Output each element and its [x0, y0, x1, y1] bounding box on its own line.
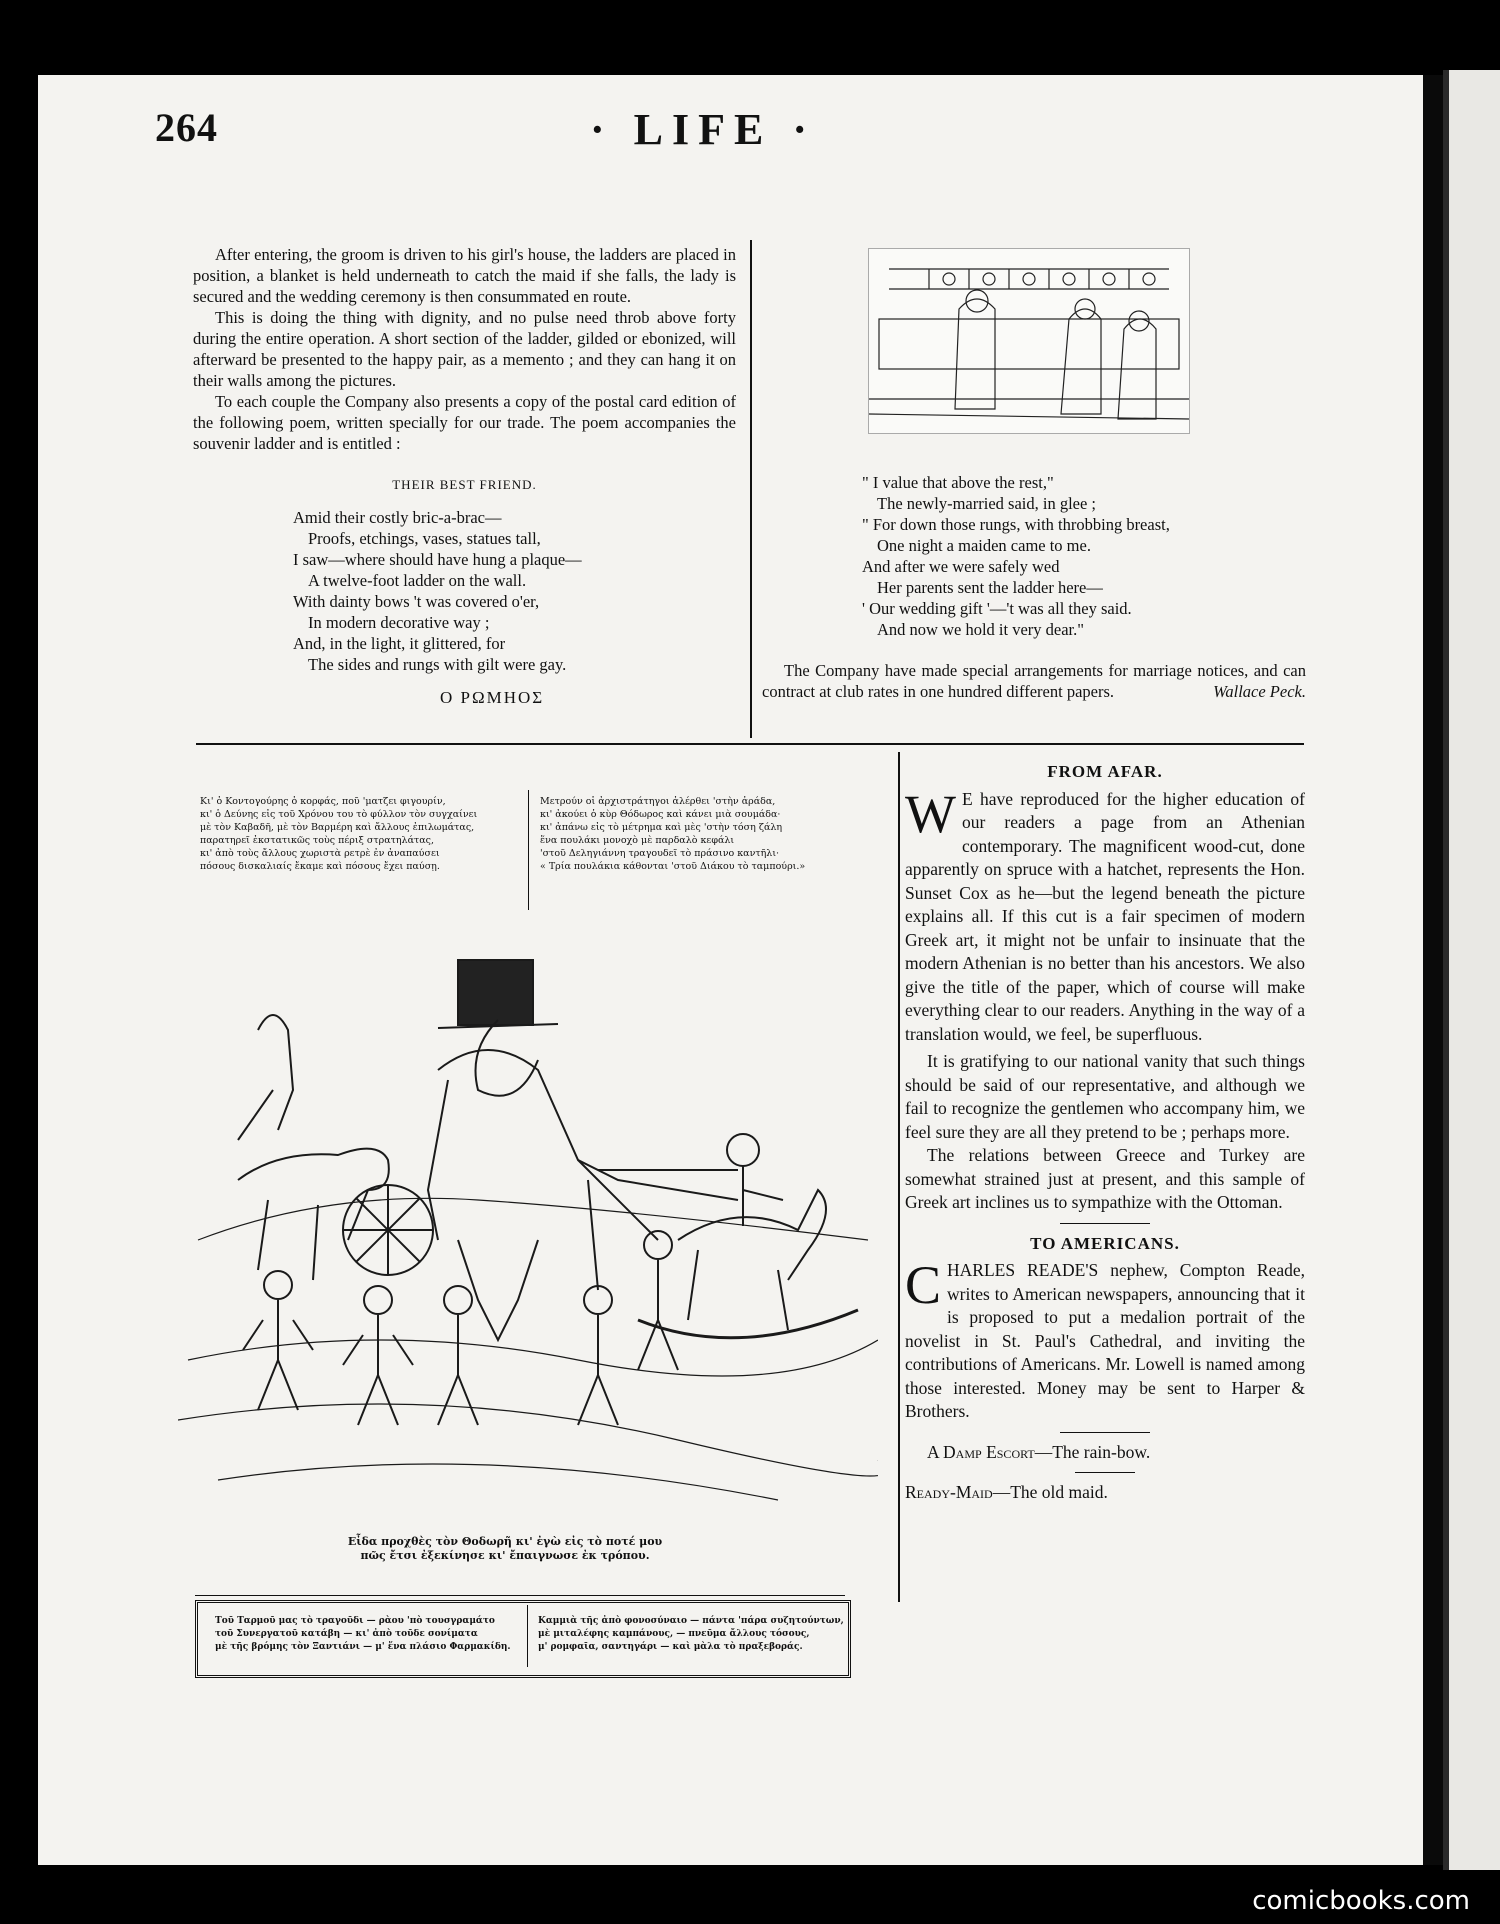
from-afar-text: E have reproduced for the higher education of our readers a page from an Athenian contemporary. The magnificent wood-cut, done apparently on spruce with a hatchet, represents the Hon. Sunset Cox as he—but the legend beneath the picture explains all. If this cut is a fair specimen of modern Greek art, it might not be unfair to insinuate that the modern Athenian is no better than his ancestors. We also give the title of the paper, which of course will make everything clear to our readers. Anything in the way of a translation would, we feel, be superfluous.: [905, 788, 1305, 1044]
poem-line: With dainty bows 't was covered o'er,: [293, 592, 540, 611]
drop-cap: W: [905, 783, 956, 844]
author-signature: Wallace Peck.: [1213, 682, 1306, 701]
right-poem: [862, 472, 1282, 640]
article-paragraph: After entering, the groom is driven to his girl's house, the ladders are placed in position, a blanket is held underneath to catch the maid if she falls, the lady is secured and the wedding ceremony is then consummated en route.: [193, 245, 736, 306]
poem-line: The sides and rungs with gilt were gay.: [308, 655, 567, 674]
quip: [905, 1481, 1305, 1505]
article-paragraph: This is doing the thing with dignity, and no pulse need throb above forty during the entire operation. A short section of the ladder, gilded or ebonized, will afterward be presented to the happy pair, as a memento ; and they can hang it on their walls among the pictures.: [193, 308, 736, 390]
page-number: 264: [155, 105, 218, 150]
poem-line: And after we were safely wed: [862, 557, 1060, 576]
poem-line: And, in the light, it glittered, for: [293, 634, 506, 653]
greek-line: κι' ἀπάνω εἰς τὸ μέτρημα καὶ μὲς 'στὴν τόση ζάλη: [540, 822, 783, 833]
short-rule: [1060, 1432, 1150, 1433]
footer-line: μ' ρομφαῖα, σαντηγάρι — καὶ μὰλα τὸ πραξεβοράς.: [538, 1642, 803, 1652]
page-edge-shadow: [1443, 70, 1449, 1870]
caption-line: πῶς ἔτσι ἐξεκίνησε κι' ἔπαιγνωσε ἐκ τρόπου.: [360, 1549, 650, 1562]
from-afar-paragraph: [905, 783, 1305, 1047]
poem-line: One night a maiden came to me.: [877, 536, 1091, 555]
greek-line: ἕνα πουλάκι μονοχὸ μὲ παρδαλὸ κεφάλι: [540, 835, 735, 846]
quip-answer: —The rain-bow.: [1034, 1441, 1151, 1462]
to-americans-text: HARLES READE'S nephew, Compton Reade, writes to American newspapers, announcing that it is proposed to put a medalion portrait of the novelist in St. Paul's Cathedral, and inviting the contributions of Americans. Mr. Lowell is named among those interested. Money may be sent to Harper & Brothers.: [905, 1260, 1305, 1421]
poem-line: ' Our wedding gift '—'t was all they said.: [862, 599, 1132, 618]
shop-engraving: [869, 249, 1189, 433]
binding-gutter: [1423, 75, 1443, 1865]
from-afar-paragraph: It is gratifying to our national vanity that such things should be said of our representative, and although we fail to recognize the gentlemen who accompany him, we feel sure they are all they pretend to be ; perhaps more.: [905, 1051, 1305, 1142]
quip-term: A Damp Escort: [927, 1441, 1035, 1462]
section-heading-from-afar: FROM AFAR.: [1047, 762, 1163, 781]
footer-divider: [527, 1605, 528, 1667]
short-rule: [1075, 1472, 1135, 1473]
adjacent-page: [1443, 70, 1500, 1870]
site-watermark: comicbooks.com: [1252, 1886, 1470, 1916]
caption-line: Εἶδα προχθὲς τὸν Θοδωρῆ κι' ἐγὼ εἰς τὸ ποτέ μου: [347, 1535, 663, 1548]
poem-line: And now we hold it very dear.": [877, 620, 1084, 639]
greek-column-divider: [528, 790, 529, 910]
article-paragraph: To each couple the Company also presents a copy of the postal card edition of the following poem, written specially for our trade. The poem accompanies the souvenir ladder and is entitled :: [193, 392, 736, 453]
footer-verse-left: [215, 1615, 511, 1654]
shop-illustration: [868, 248, 1190, 434]
poem-line: Her parents sent the ladder here—: [877, 578, 1103, 597]
column-rule: [750, 240, 752, 738]
section-heading-to-americans: TO AMERICANS.: [1030, 1233, 1180, 1253]
greek-line: κι' ὁ Δεύνης εἰς τοῦ Χρόνου του τὸ φύλλον τὸν συγχαίνει: [200, 809, 478, 820]
greek-line: πόσους δισκαλιαίς ἔκαμε καὶ πόσους ἔχει παύσῃ.: [200, 861, 440, 872]
footer-line: Τοῦ Ταρμοῦ μας τὸ τραγοῦδι — ρὰου 'πὸ τουσγραμάτο: [215, 1616, 495, 1626]
column-rule: [898, 752, 900, 1602]
greek-line: 'στοῦ Δεληγιάννη τραγουδεῖ τὸ πράσινο καντῆλι·: [540, 848, 780, 859]
greek-verse-right: [540, 795, 805, 873]
greek-line: κι' ἀπὸ τοὺς ἄλλους χωριστὰ ρετρὲ ἐν ἀναπαύσει: [200, 848, 440, 859]
woodcut-procession: [178, 940, 878, 1530]
greek-line: κι' ἀκούει ὁ κὺρ Θόδωρος καὶ κάνει μιὰ σουμάδα·: [540, 809, 781, 820]
poem-line: " For down those rungs, with throbbing breast,: [862, 515, 1170, 534]
poem-title: THEIR BEST FRIEND.: [392, 477, 537, 492]
right-article-closing: [762, 660, 1306, 702]
from-afar-paragraph: The relations between Greece and Turkey are somewhat strained just at present, and this sample of Greek art inclines us to sympathize with the Ottoman.: [905, 1145, 1305, 1212]
footer-top-rule: [195, 1595, 845, 1596]
left-article: [193, 244, 736, 675]
greek-woodcut-illustration: [178, 940, 878, 1530]
greek-line: « Τρία πουλάκια κάθονται 'στοῦ Διάκου τὸ ταμπούρι.»: [540, 861, 806, 872]
to-americans-paragraph: [905, 1255, 1305, 1424]
greek-line: Κι' ὁ Κοντογούρης ὁ κορφάς, ποῦ 'ματζει φιγουρίν,: [200, 796, 446, 807]
drop-cap: C: [905, 1255, 942, 1315]
footer-line: Καμμιὰ τῆς ἀπὸ φονοσύναιο — πάντα 'πάρα συζητούντων,: [538, 1616, 844, 1626]
poem-line: The newly-married said, in glee ;: [877, 494, 1097, 513]
poem-line: In modern decorative way ;: [308, 613, 490, 632]
poem-stanza-left: [193, 507, 736, 675]
poem-line: A twelve-foot ladder on the wall.: [308, 571, 527, 590]
closing-paragraph: The Company have made special arrangements for marriage notices, and can contract at club rates in one hundred different papers.: [762, 661, 1306, 701]
short-rule: [1060, 1223, 1150, 1224]
greek-line: παρατηρεῖ ἐκστατικῶς τοὺς πέριξ στρατηλάτας,: [200, 835, 435, 846]
section-rule: [196, 743, 1304, 745]
footer-line: μὲ μιταλέφης καμπάνους, — πνεῦμα ἄλλους τόσους,: [538, 1629, 810, 1639]
greek-line: μὲ τὸν Καβαδῆ, μὲ τὸν Βαρμέρη καὶ ἄλλους ἐπιλωμάτας,: [200, 822, 475, 833]
masthead-title: · LIFE ·: [590, 105, 817, 154]
footer-line: μὲ τῆς βρόμης τὸν Ξαντιάνι — μ' ἕνα πλάσιο Φαρμακίδη.: [215, 1642, 511, 1652]
greek-line: Μετρούν οἱ ἀρχιστράτηγοι ἀλέρθει 'στὴν ἀράδα,: [540, 796, 776, 807]
poem-line: " I value that above the rest,": [862, 473, 1054, 492]
woodcut-caption: [320, 1535, 690, 1563]
right-column: [905, 760, 1305, 1505]
greek-verse-left: [200, 795, 477, 873]
quip: [905, 1441, 1305, 1465]
footer-line: τοῦ Συνεργατοῦ κατάβη — κι' ἀπὸ τοῦδε σονίματα: [215, 1629, 478, 1639]
footer-verse-right: [538, 1615, 844, 1654]
greek-paper-title: Ο ΡΩΜΗΟΣ: [440, 688, 545, 707]
poem-line: I saw—where should have hung a plaque—: [293, 550, 582, 569]
poem-line: Amid their costly bric-a-brac—: [293, 508, 502, 527]
poem-line: Proofs, etchings, vases, statues tall,: [308, 529, 541, 548]
quip-answer: —The old maid.: [992, 1482, 1108, 1502]
quip-term: Ready-Maid: [905, 1482, 993, 1502]
